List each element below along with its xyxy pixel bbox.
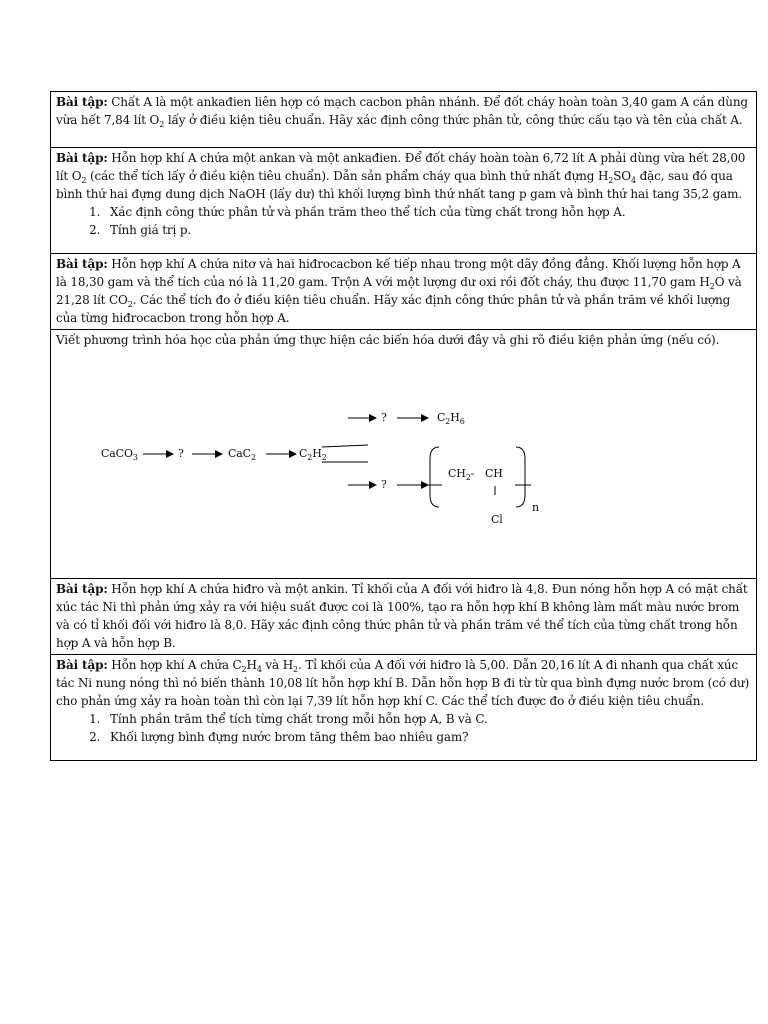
exercise-3-text: O và 21,28 lít CO (56, 275, 742, 307)
exercise-2 (51, 148, 757, 254)
bracket-right (516, 447, 525, 507)
ch-group: CH (485, 467, 503, 480)
list-item: 1. Xác định công thức phân tử và phần trăm theo thể tích của từng chất trong hỗn hợp A. (104, 203, 751, 221)
exercise-4 (51, 330, 757, 579)
list-item: 1. Tính phần trăm thể tích từng chất trong mỗi hỗn hợp A, B và C. (104, 710, 751, 728)
exercise-label: Bài tập: (56, 658, 108, 672)
exercise-row-5 (51, 579, 757, 655)
exercise-4-text: Viết phương trình hóa học của phản ứng thực hiện các biến hóa dưới đây và ghi rõ điều kiện phản ứng (nếu có). (56, 333, 720, 347)
reaction-scheme (56, 349, 751, 574)
list-item: 2. Tính giá trị p. (104, 221, 751, 239)
list-item: 2. Khối lượng bình đựng nước brom tăng thêm bao nhiêu gam? (104, 728, 751, 746)
polymer-n: n (532, 501, 539, 514)
c2h2: $C_2H_2$ (299, 447, 327, 462)
exercise-1-text: lấy ở điều kiện tiêu chuẩn. Hãy xác định công thức phân tử, công thức cấu tạo và tên của chất A. (164, 113, 743, 127)
exercise-6-list (56, 710, 751, 746)
exercise-3-text: Hỗn hợp khí A chứa nitơ và hai hiđrocacbon kế tiếp nhau trong một dãy đồng đẳng. Khối lượng hỗn hợp A là 18,30 gam và thể tích của nó là 11,20 gam. Trộn A với một lượng dư oxi rồi đốt cháy, thu được 11,70 gam H (56, 257, 741, 289)
branch-line (322, 445, 368, 447)
exercise-2-text: đặc, sau đó qua bình thứ hai đựng dung dịch NaOH (lấy dư) thì khối lượng bình thứ nhất tang p gam và bình thứ hai tang 35,2 gam. (56, 169, 743, 201)
subscript: 2 (159, 120, 165, 129)
bracket-left (430, 447, 439, 507)
exercise-5 (51, 579, 757, 655)
exercise-2-text: SO (613, 169, 631, 183)
exercise-label: Bài tập: (56, 257, 108, 271)
subscript: 2 (241, 665, 247, 674)
exercise-label: Bài tập: (56, 151, 108, 165)
unknown-3: ? (381, 478, 387, 491)
exercise-6-text: Hỗn hợp khí A chứa C (107, 658, 242, 672)
subscript: 2 (81, 176, 87, 185)
exercise-row-4 (51, 330, 757, 579)
exercise-label: Bài tập: (56, 95, 108, 109)
caco3: CaCO$_3$ (101, 447, 138, 462)
exercise-1 (51, 92, 757, 148)
subscript: 4 (631, 176, 636, 185)
unknown-2: ? (381, 411, 387, 424)
exercise-row-2 (51, 148, 757, 254)
exercise-row-6 (51, 655, 757, 761)
exercise-row-1 (51, 92, 757, 148)
exercise-6-text: H (246, 658, 257, 672)
exercise-table (50, 91, 757, 761)
cac2: CaC$_2$ (228, 447, 256, 462)
ch2-group: $CH_2-$ (448, 467, 475, 482)
exercise-1-text: Chất A là một ankađien liên hợp có mạch cacbon phân nhánh. Để đốt cháy hoàn toàn 3,40 gam A cần dùng vừa hết 7,84 lít O (56, 95, 748, 127)
unknown-1: ? (178, 447, 184, 460)
exercise-2-list (56, 203, 751, 239)
chlorine: Cl (491, 513, 503, 526)
subscript: 2 (709, 282, 715, 291)
subscript: 2 (127, 300, 133, 309)
exercise-6-text: và H (261, 658, 294, 672)
exercise-5-text: Hỗn hợp khí A chứa hiđro và một ankin. Tỉ khối của A đối với hiđro là 4,8. Đun nóng hỗn hợp A có mặt chất xúc tác Ni thì phản ứng xảy ra với hiệu suất được coi là 100%, tạo ra hỗn hợp khí B không làm mất màu nước brom và có tỉ khối đối với hiđro là 8,0. Hãy xác định công thức phân tử và phần trăm về thể tích của từng chất trong hỗn hợp A và hỗn hợp B. (56, 582, 748, 650)
exercise-3-text: . Các thể tích đo ở điều kiện tiêu chuẩn. Hãy xác định công thức phân tử và phần trăm về khối lượng của từng hiđrocacbon trong hỗn hợp A. (56, 293, 731, 325)
exercise-2-text: Hỗn hợp khí A chứa một ankan và một ankađien. Để đốt cháy hoàn toàn 6,72 lít A phải dùng vừa hết 28,00 lít O (56, 151, 746, 183)
exercise-row-3 (51, 254, 757, 330)
subscript: 4 (256, 665, 262, 674)
exercise-6 (51, 655, 757, 761)
exercise-label: Bài tập: (56, 582, 108, 596)
c2h6: $C_2H_6$ (437, 411, 465, 426)
exercise-2-text: (các thể tích lấy ở điều kiện tiêu chuẩn). Dẫn sản phẩm cháy qua bình thứ nhất đựng H (86, 169, 609, 183)
exercise-3 (51, 254, 757, 330)
exercise-6-text: . Tỉ khối của A đối với hiđro là 5,00. Dẫn 20,16 lít A đi nhanh qua chất xúc tác Ni nung nóng thì nó biến thành 10,08 lít hỗn hợp khí B. Dẫn hỗn hợp B đi từ từ qua bình đựng nước brom (có dư) cho phản ứng xảy ra hoàn toàn thì còn lại 7,39 lít hỗn hợp khí C. Các thể tích được đo ở điều kiện tiêu chuẩn. (56, 658, 750, 708)
subscript: 2 (608, 176, 614, 185)
reaction-arrows (56, 349, 756, 574)
subscript: 2 (293, 665, 298, 674)
